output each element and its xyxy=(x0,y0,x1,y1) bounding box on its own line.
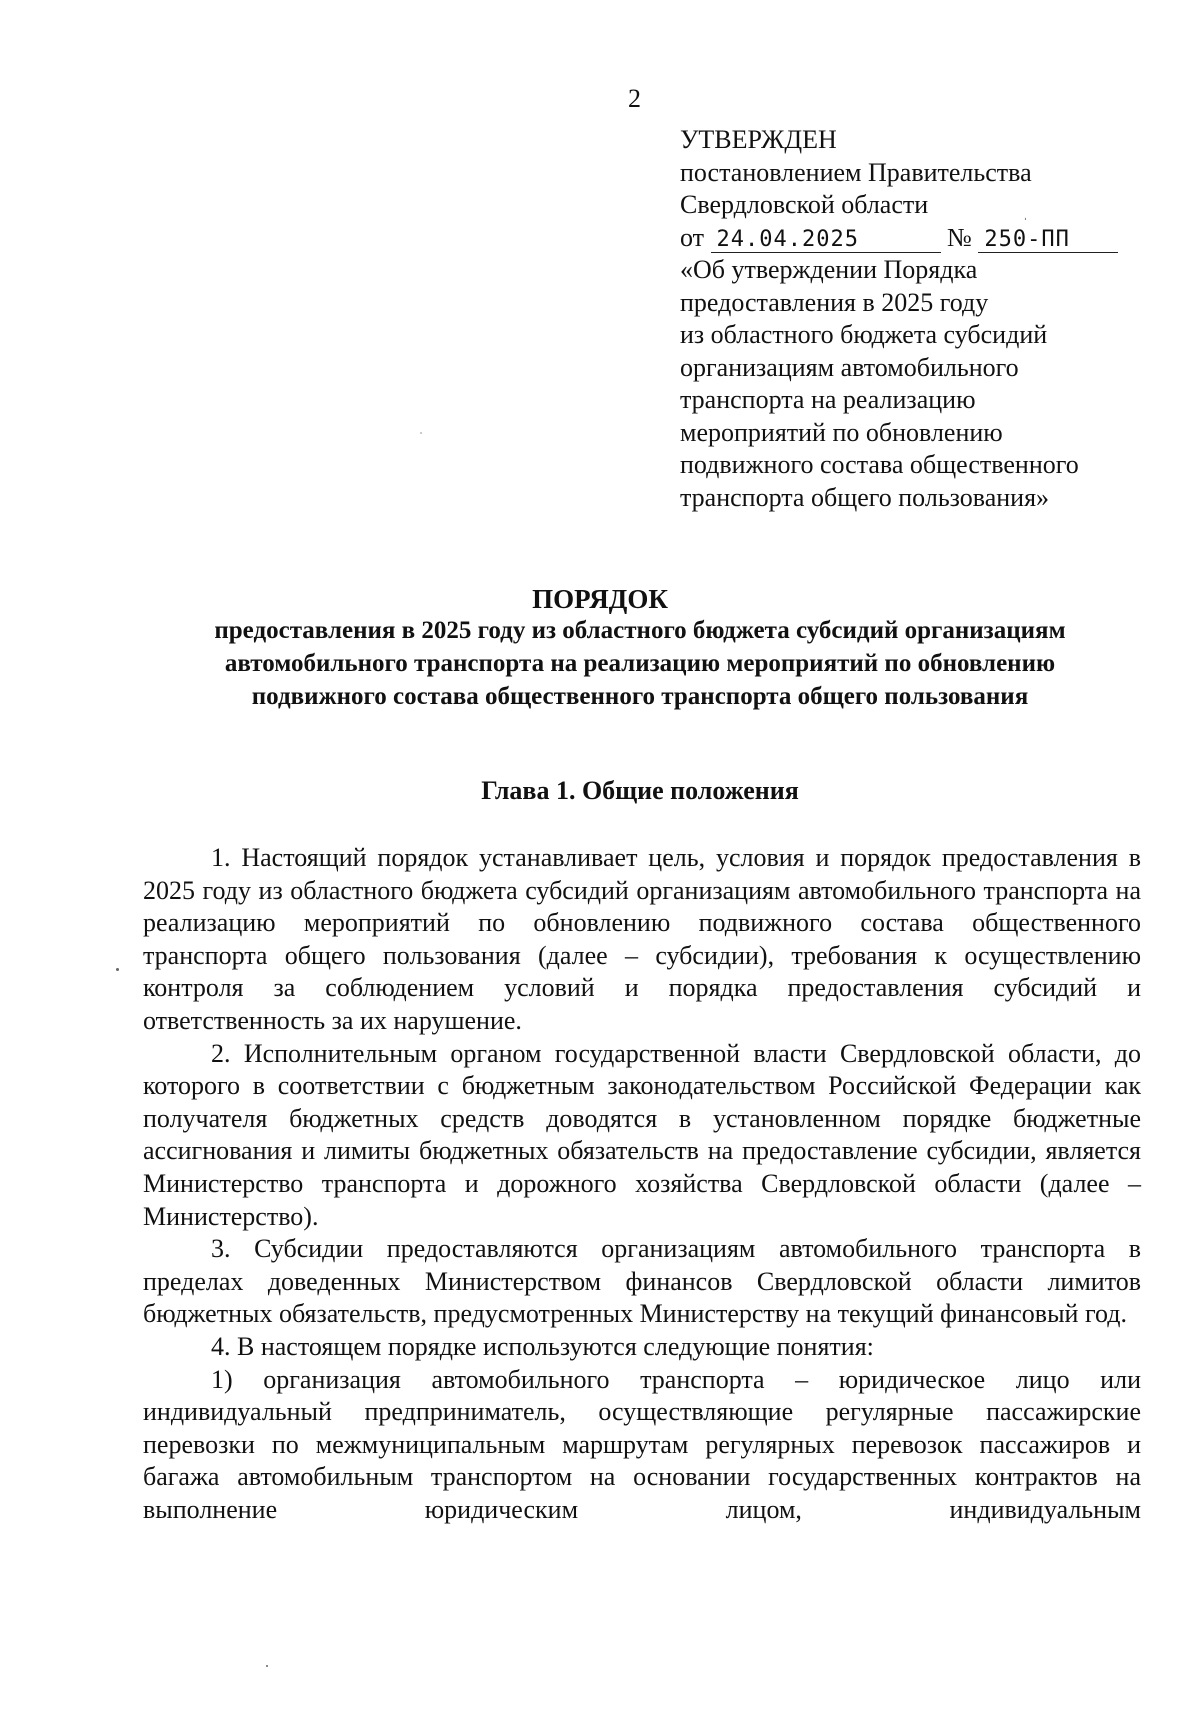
chapter-heading: Глава 1. Общие положения xyxy=(481,776,799,805)
document-subtitle xyxy=(140,614,1140,713)
approval-title-line: мероприятий по обновлению xyxy=(680,417,1003,447)
scan-mark: ˌ xyxy=(1023,206,1028,221)
date-value: 24.04.2025 xyxy=(716,226,859,252)
approval-title-line: транспорта на реализацию xyxy=(680,385,976,414)
scan-speck xyxy=(116,968,119,971)
paragraph-2: 2. Исполнительным органом государственной власти Свердловской области, до которого в соответствии с бюджетным законодательством Российской Федерации как получателя бюджетных средств доводятся в установленном порядке бюджетные ассигнования и лимиты бюджетных обязательств на предоставление субсидии, является Министерство транспорта и дорожного хозяйства Свердловской области (далее – Министерство). xyxy=(143,1038,1141,1231)
number-value: 250-ПП xyxy=(984,226,1070,252)
paragraph-1: 1. Настоящий порядок устанавливает цель, условия и порядок предоставления в 2025 году из областного бюджета субсидий организациям автомобильного транспорта на реализацию мероприятий по обновлению подвижного состава общественного транспорта общего пользования (далее – субсидии), требования к осуществлению контроля за соблюдением условий и порядка предоставления субсидий и ответственность за их нарушение. xyxy=(143,843,1141,1035)
paragraph-3: 3. Субсидии предоставляются организациям автомобильного транспорта в пределах доведенных Министерством финансов Свердловской области лимитов бюджетных обязательств, предусмотренных Министерству на текущий финансовый год. xyxy=(143,1234,1141,1329)
number-field xyxy=(978,226,1118,253)
document-title: ПОРЯДОК xyxy=(532,584,668,614)
paragraph-4: 4. В настоящем порядке используются следующие понятия: xyxy=(211,1331,874,1361)
approval-title-line: «Об утверждении Порядка xyxy=(680,255,978,284)
subtitle-line: подвижного состава общественного транспорта общего пользования xyxy=(251,683,1029,710)
approval-title-line: из областного бюджета субсидий xyxy=(680,320,1048,349)
approval-line-1: постановлением Правительства xyxy=(680,157,1032,187)
approval-line-2: Свердловской области xyxy=(680,190,929,219)
subtitle-line: автомобильного транспорта на реализацию мероприятий по обновлению xyxy=(224,650,1056,677)
approval-title-line: транспорта общего пользования» xyxy=(680,482,1050,512)
date-prefix: от xyxy=(680,222,705,252)
approval-title-line: организациям автомобильного xyxy=(680,352,1019,382)
paragraph-4-item-1: 1) организация автомобильного транспорта – юридическое лицо или индивидуальный предприниматель, осуществляющие регулярные пассажирские перевозки по межмуниципальным маршрутам регулярных перевозок пассажиров и багажа автомобильным транспортом на основании государственных контрактов на выполнение юридическим лицом, индивидуальным xyxy=(143,1364,1141,1524)
page-number: 2 xyxy=(628,84,641,113)
approval-block xyxy=(680,124,1140,514)
date-field xyxy=(711,226,941,253)
approval-date-line xyxy=(680,222,1140,255)
scan-speck xyxy=(420,432,422,434)
subtitle-line: предоставления в 2025 году из областного бюджета субсидий организациям xyxy=(214,617,1066,644)
approval-title-line: подвижного состава общественного xyxy=(680,450,1079,479)
number-prefix: № xyxy=(947,222,972,252)
document-body xyxy=(143,842,1141,1526)
approval-title-line: предоставления в 2025 году xyxy=(680,287,989,317)
approval-heading: УТВЕРЖДЕН xyxy=(680,125,837,154)
scan-speck xyxy=(266,1665,268,1667)
